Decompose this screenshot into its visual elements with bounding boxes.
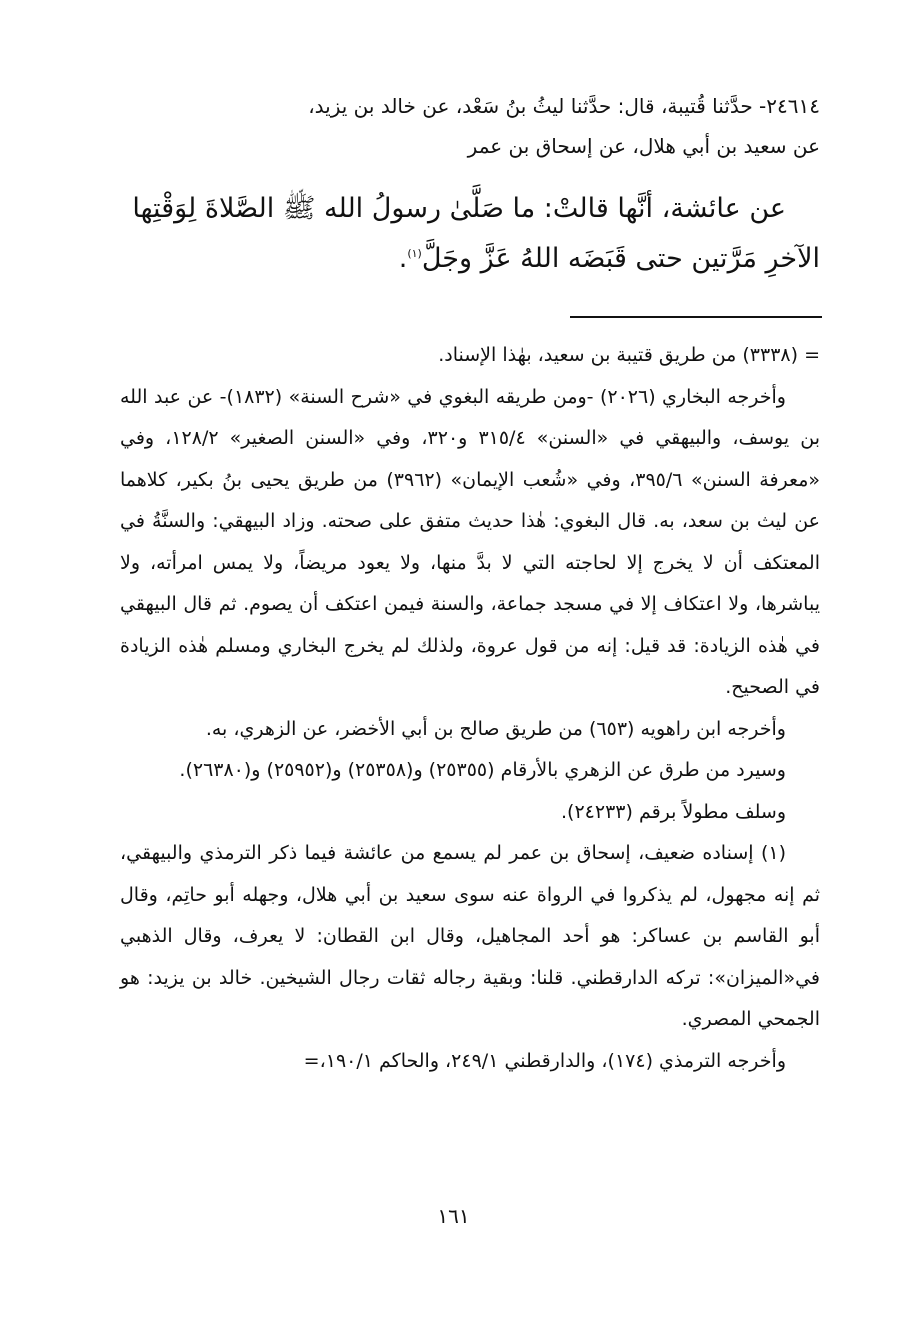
footnote-paragraph-1: = (٣٣٣٨) من طريق قتيبة بن سعيد، بهٰذا الإسناد. <box>438 344 820 366</box>
hadith-matn <box>120 184 820 284</box>
isnad-line-2: عن سعيد بن أبي هلال، عن إسحاق بن عمر <box>467 134 820 158</box>
footnote-paragraph-7: وأخرجه الترمذي (١٧٤)، والدارقطني ٢٤٩/١، والحاكم ١٩٠/١،= <box>303 1049 786 1072</box>
footnote-paragraph-2: وأخرجه البخاري (٢٠٢٦) -ومن طريقه البغوي في «شرح السنة» (١٨٣٢)- عن عبد الله بن يوسف، والبيهقي في «السنن» ٣١٥/٤ و٣٢٠، وفي «السنن الصغير» ١٢٨/٢، وفي «معرفة السنن» ٣٩٥/٦، وفي «شُعب الإيمان» (٣٩٦٢) من طريق يحيى بنُ بكير، كلاهما عن ليث بن سعد، به. قال البغوي: هٰذا حديث متفق على صحته. وزاد البيهقي: والسنَّةُ في المعتكف أن لا يخرج إلا لحاجته التي لا بدَّ منها، ولا يعود مريضاً، ولا يمس امرأته، ولا يباشرها، ولا اعتكاف إلا في مسجد جماعة، والسنة فيمن اعتكف أن يصوم. ثم قال البيهقي في هٰذه الزيادة: قد قيل: إنه من قول عروة، ولذلك لم يخرج البخاري ومسلم هٰذه الزيادة في الصحيح. <box>120 385 820 698</box>
hadith-isnad <box>120 86 820 166</box>
footnotes <box>120 335 820 1082</box>
footnote-paragraph-3: وأخرجه ابن راهويه (٦٥٣) من طريق صالح بن أبي الأخضر، عن الزهري، به. <box>205 717 786 740</box>
matn-line-2 <box>120 234 820 284</box>
footnote-divider <box>570 316 822 318</box>
matn-line-2-text: الآخرِ مَرَّتين حتى قَبَضَه اللهُ عَزَّ وجَلَّ <box>421 243 820 274</box>
matn-line-1: عن عائشة، أنَّها قالتْ: ما صَلَّىٰ رسولُ الله ﷺ الصَّلاةَ لِوَقْتِها <box>132 193 786 224</box>
footnote-paragraph-6: (١) إسناده ضعيف، إسحاق بن عمر لم يسمع من عائشة فيما ذكر الترمذي والبيهقي، ثم إنه مجهول، لم يذكروا في الرواة عنه سوى سعيد بن أبي هلال، وجهله أبو حاتِم، وقال أبو القاسم بن عساكر: هو أحد المجاهيل، وقال ابن القطان: لا يعرف، وقال الذهبي في«الميزان»: تركه الدارقطني. قلنا: وبقية رجاله ثقات رجال الشيخين. خالد بن يزيد: هو الجمحي المصري. <box>120 842 820 1030</box>
footnote-paragraph-4: وسيرد من طرق عن الزهري بالأرقام (٢٥٣٥٥) و(٢٥٣٥٨) و(٢٥٩٥٢) و(٢٦٣٨٠). <box>179 759 786 781</box>
matn-end: . <box>398 243 408 274</box>
page-number: ١٦١ <box>437 1204 470 1228</box>
footnote-marker: (١) <box>407 247 422 260</box>
isnad-line-1: ٢٤٦١٤- حدَّثنا قُتيبة، قال: حدَّثنا ليثُ بنُ سَعْد، عن خالد بن يزيد، <box>308 94 820 118</box>
footnote-paragraph-5: وسلف مطولاً برقم (٢٤٢٣٣). <box>561 800 786 823</box>
